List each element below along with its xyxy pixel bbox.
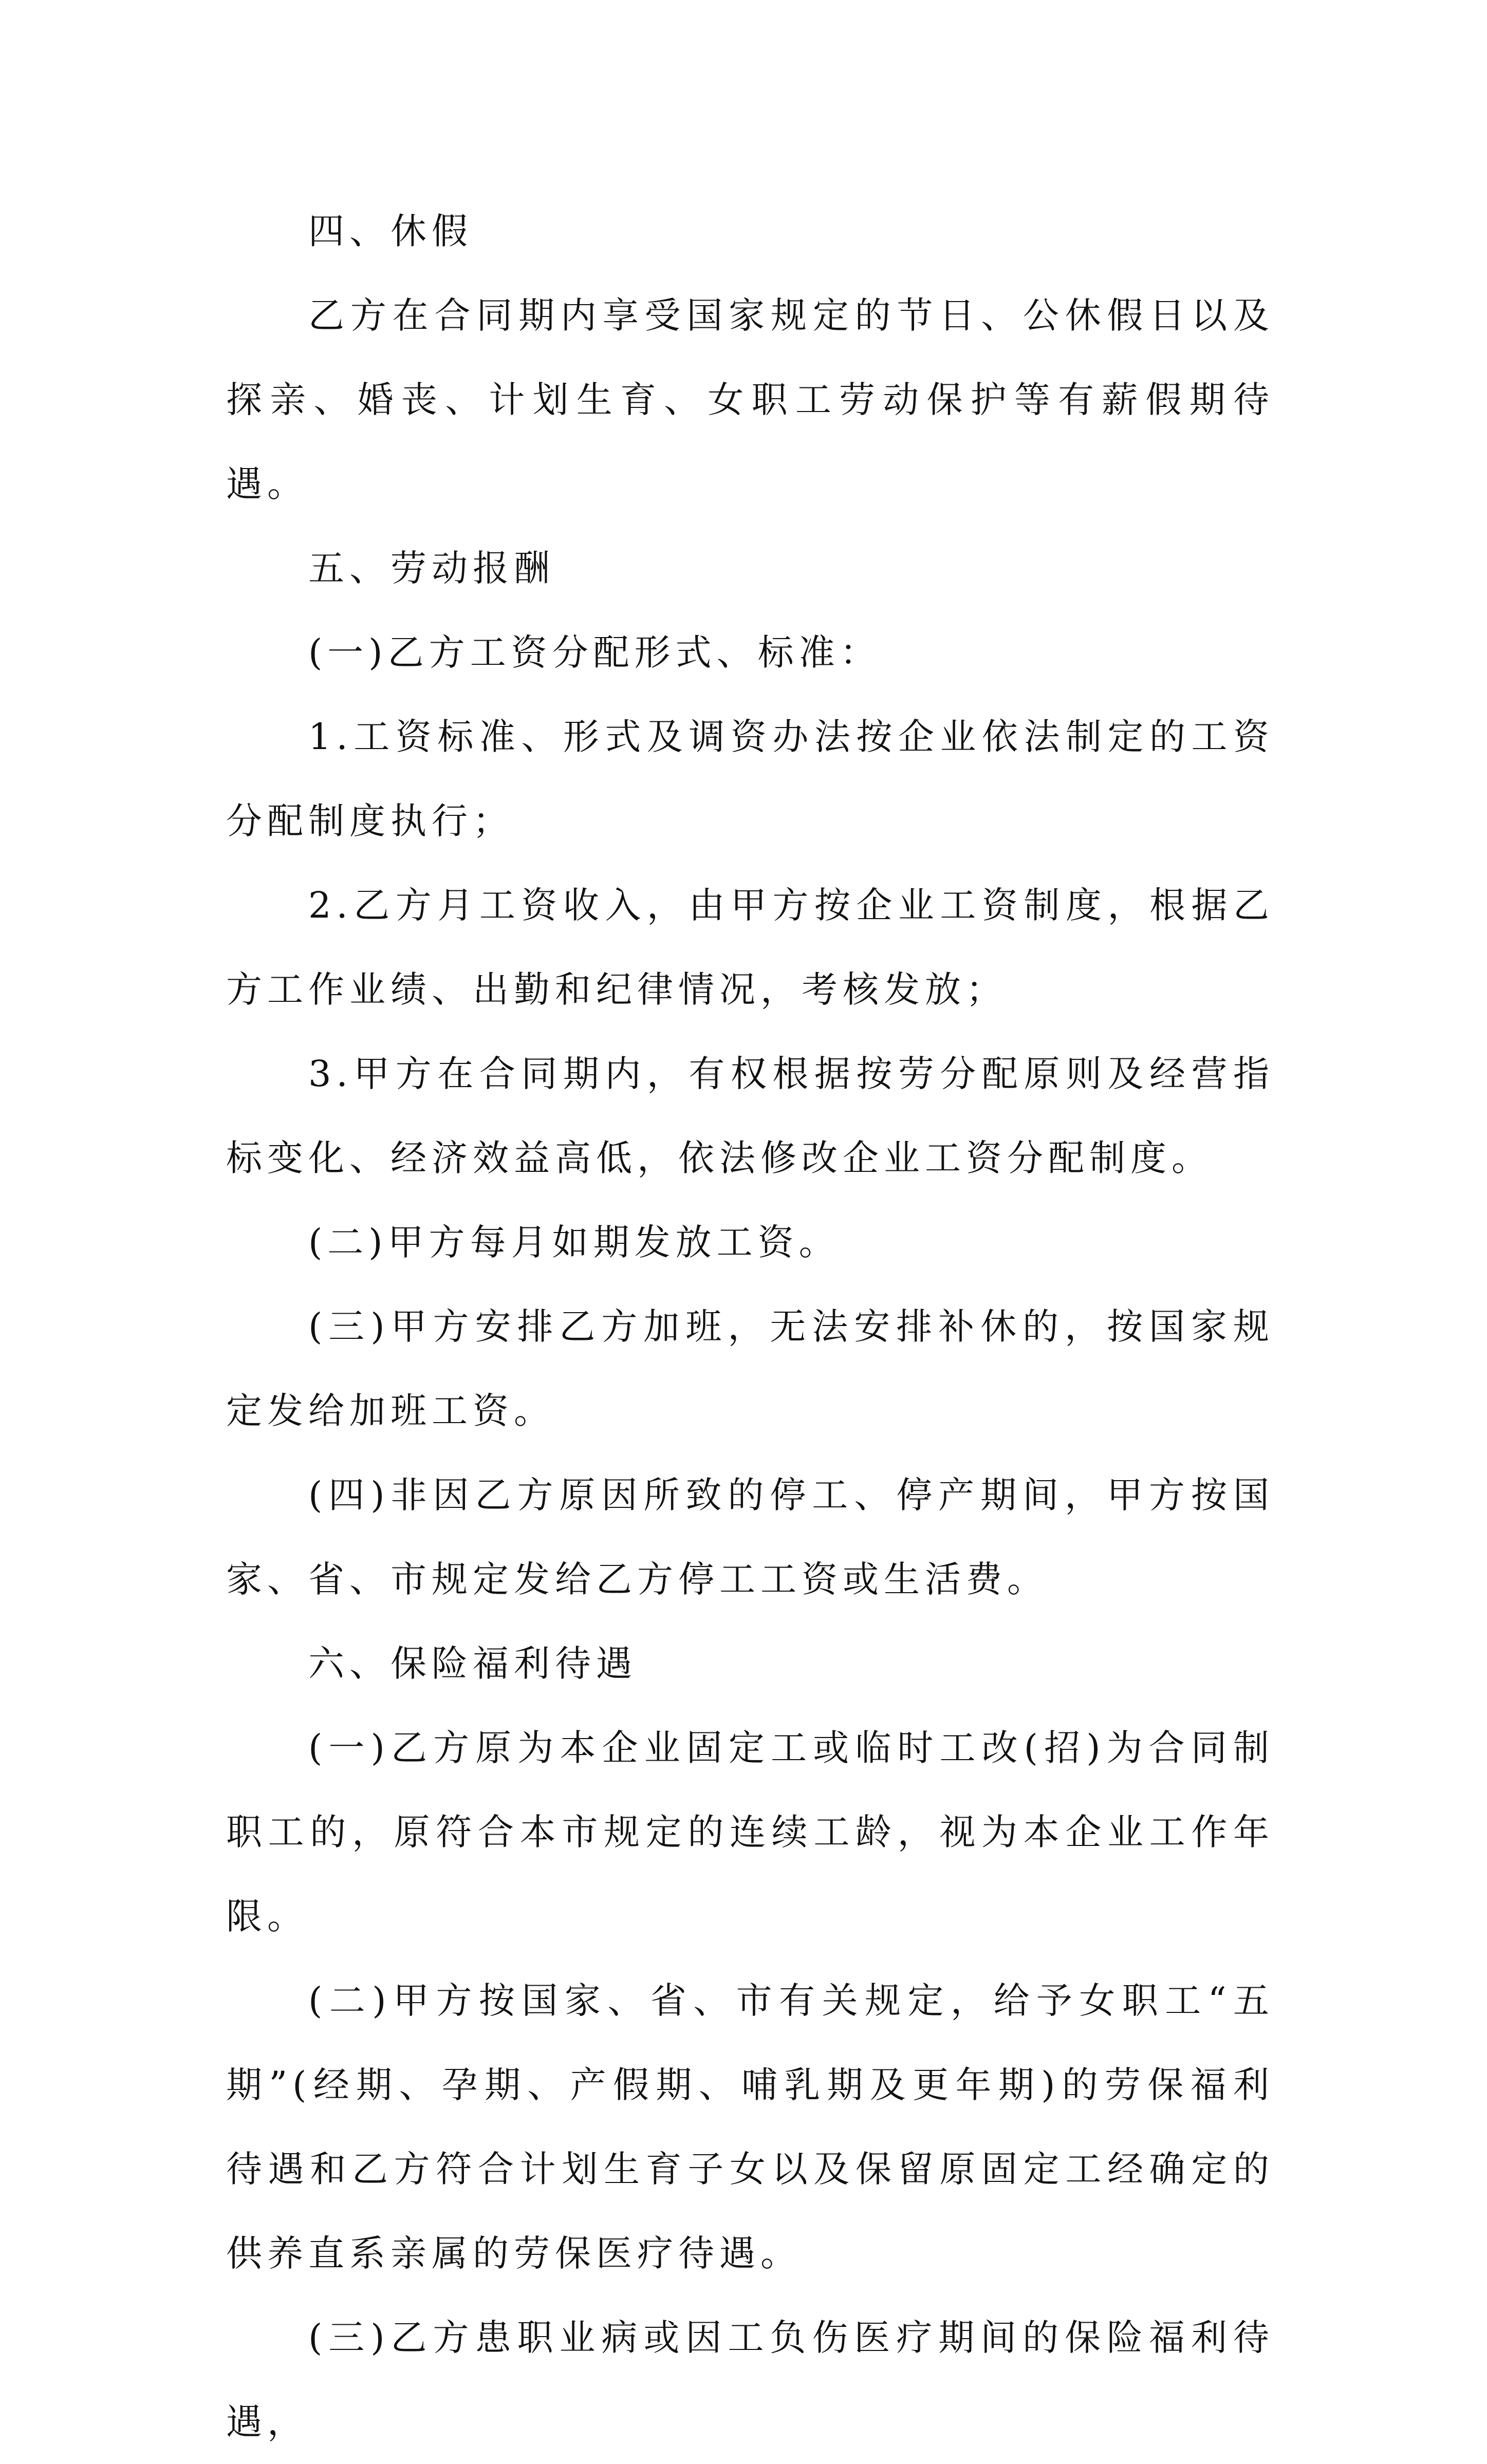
paragraph-monthly-pay: (二)甲方每月如期发放工资。	[308, 1221, 840, 1263]
paragraph-shutdown-pay: (四)非因乙方原因所致的停工、停产期间，甲方按国家、省、市规定发给乙方停工工资或生活费。	[226, 1474, 1274, 1600]
section-heading-vacation: 四、休假	[308, 210, 473, 252]
paragraph-vacation: 乙方在合同期内享受国家规定的节日、公休假日以及探亲、婚丧、计划生育、女职工劳动保护等有薪假期待遇。	[226, 294, 1274, 505]
document-body	[226, 189, 1274, 2464]
section-heading-insurance: 六、保险福利待遇	[308, 1642, 637, 1685]
paragraph-overtime-pay: (三)甲方安排乙方加班，无法安排补休的，按国家规定发给加班工资。	[226, 1305, 1274, 1432]
paragraph-wage-item-2: 2.乙方月工资收入，由甲方按企业工资制度，根据乙方工作业绩、出勤和纪律情况，考核发放；	[226, 884, 1274, 1011]
paragraph-wage-form: (一)乙方工资分配形式、标准：	[308, 631, 881, 674]
section-heading-remuneration: 五、劳动报酬	[308, 547, 555, 589]
paragraph-injury-benefits: (三)乙方患职业病或因工负伤医疗期间的保险福利待遇，	[226, 2317, 1274, 2443]
paragraph-wage-item-3: 3.甲方在合同期内，有权根据按劳分配原则及经营指标变化、经济效益高低，依法修改企业工资分配制度。	[226, 1053, 1274, 1179]
paragraph-female-benefits: (二)甲方按国家、省、市有关规定，给予女职工“五期”(经期、孕期、产假期、哺乳期及更年期)的劳保福利待遇和乙方符合计划生育子女以及保留原固定工经确定的供养直系亲属的劳保医疗待遇。	[226, 1980, 1274, 2274]
paragraph-seniority: (一)乙方原为本企业固定工或临时工改(招)为合同制职工的，原符合本市规定的连续工龄，视为本企业工作年限。	[226, 1727, 1274, 1937]
paragraph-wage-item-1: 1.工资标准、形式及调资办法按企业依法制定的工资分配制度执行；	[226, 716, 1274, 842]
